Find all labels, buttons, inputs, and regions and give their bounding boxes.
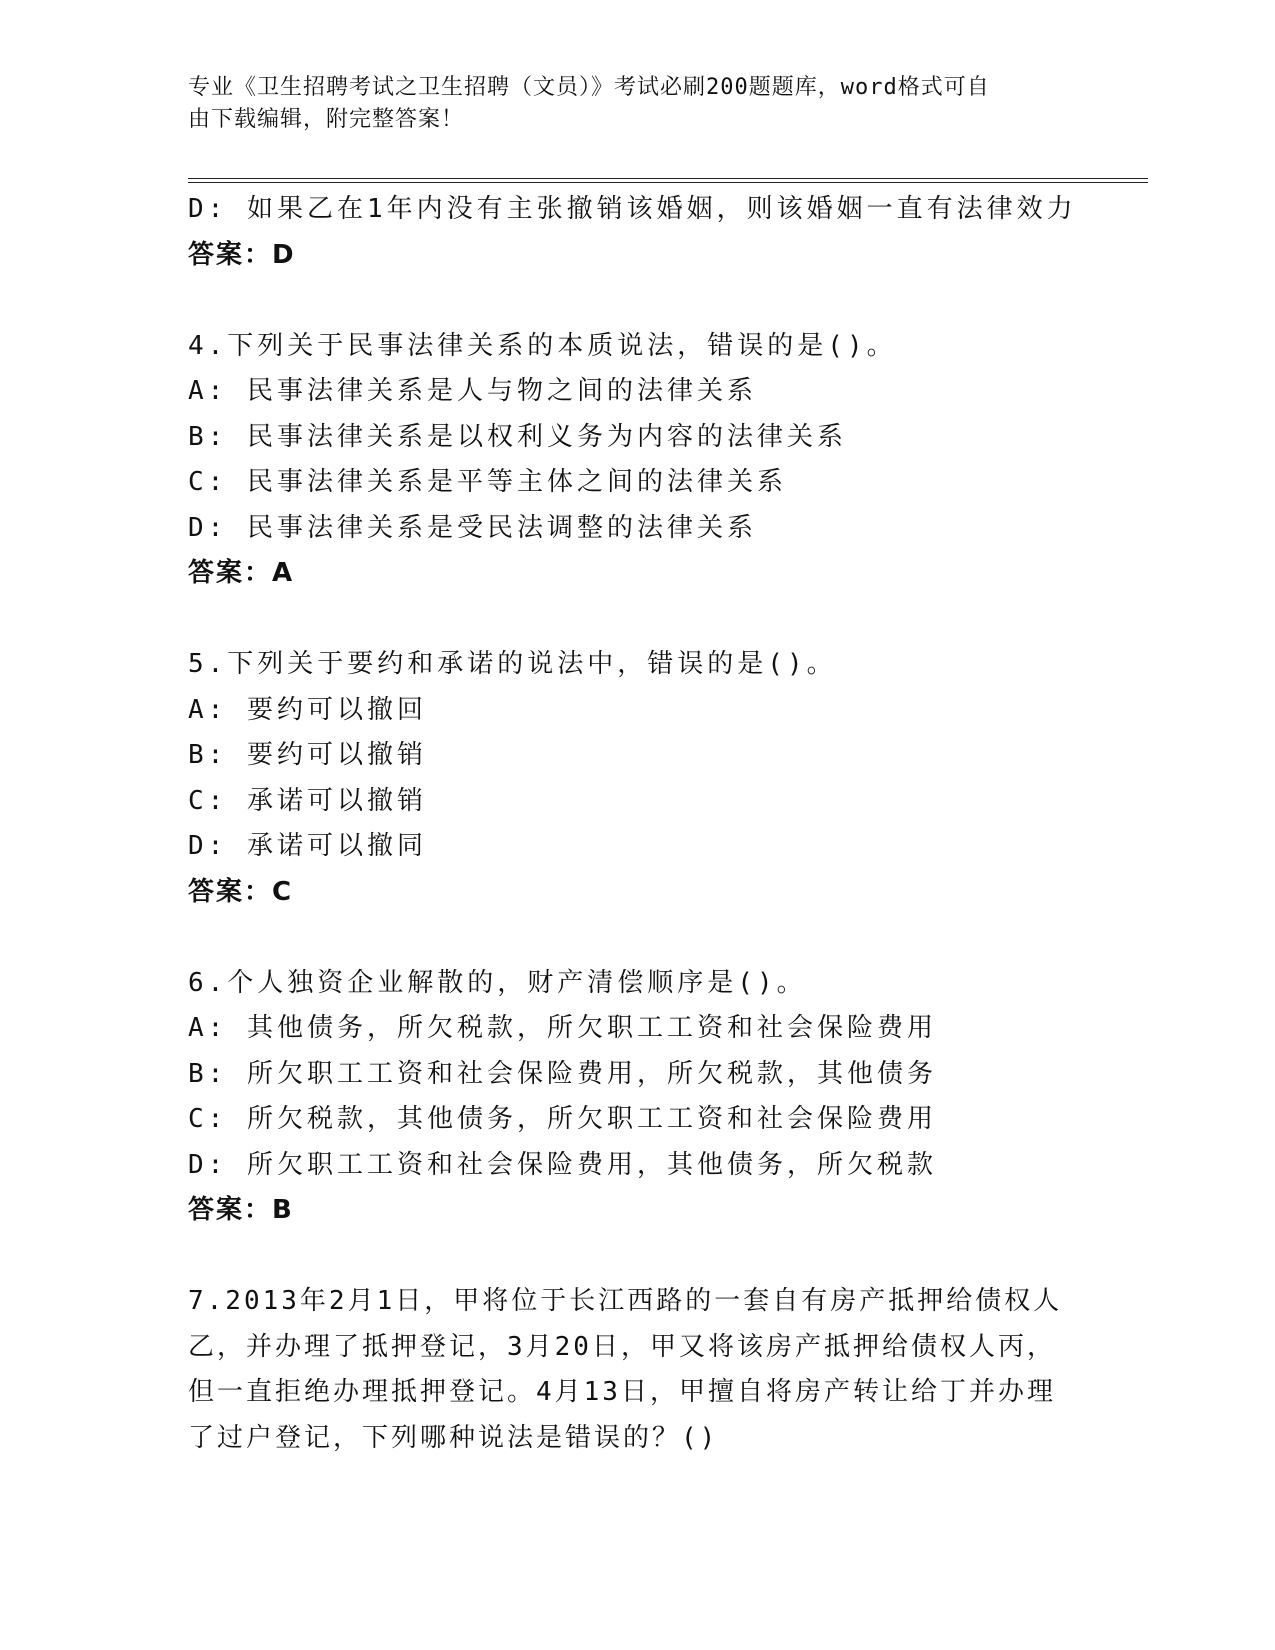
question-stem-line-2: 乙，并办理了抵押登记，3月20日，甲又将该房产抵押给债权人丙， [188,1331,1056,1362]
answer-line: 答案：D [188,239,296,270]
header-divider [188,178,1148,183]
answer-line: 答案：A [188,558,295,588]
option-b: B: 民事法律关系是以权利义务为内容的法律关系 [188,421,847,452]
question-6 [188,961,1148,1234]
option-c: C: 民事法律关系是平等主体之间的法律关系 [188,467,787,497]
header-line-1: 专业《卫生招聘考试之卫生招聘（文员）》考试必刷200题题库，word格式可自 [188,75,990,100]
spacer [188,1234,1148,1280]
option-a: A: 要约可以撤回 [188,694,427,725]
answer-line: 答案：C [188,876,294,907]
question-stem-line-3: 但一直拒绝办理抵押登记。4月13日，甲擅自将房产转让给丁并办理 [188,1377,1056,1407]
option-c: C: 所欠税款，其他债务，所欠职工工资和社会保险费用 [188,1104,937,1134]
spacer [188,278,1148,324]
option-a: A: 其他债务，所欠税款，所欠职工工资和社会保险费用 [188,1013,937,1043]
document-header [188,72,1068,136]
question-stem-line-1: 7.2013年2月1日，甲将位于长江西路的一套自有房产抵押给债权人 [188,1286,1063,1316]
question-4 [188,324,1148,597]
option-d: D: 如果乙在1年内没有主张撤销该婚姻，则该婚姻一直有法律效力 [188,194,1077,224]
option-b: B: 所欠职工工资和社会保险费用，所欠税款，其他债务 [188,1058,937,1089]
option-b: B: 要约可以撤销 [188,740,427,770]
question-stem: 6.个人独资企业解散的，财产清偿顺序是()。 [188,967,807,998]
option-d: D: 承诺可以撤同 [188,831,427,861]
header-line-2: 由下载编辑，附完整答案！ [188,107,465,132]
option-a: A: 民事法律关系是人与物之间的法律关系 [188,376,757,406]
question-7 [188,1279,1068,1461]
spacer [188,915,1148,961]
question-5 [188,642,1148,915]
spacer [188,597,1148,643]
option-d: D: 民事法律关系是受民法调整的法律关系 [188,512,757,543]
document-content [188,187,1148,1461]
question-stem: 4.下列关于民事法律关系的本质说法，错误的是()。 [188,330,897,361]
option-d: D: 所欠职工工资和社会保险费用，其他债务，所欠税款 [188,1149,937,1180]
question-stem-line-4: 了过户登记，下列哪种说法是错误的？() [188,1422,719,1453]
question-stem: 5.下列关于要约和承诺的说法中，错误的是()。 [188,649,837,679]
option-c: C: 承诺可以撤销 [188,785,427,816]
answer-line: 答案：B [188,1195,294,1225]
